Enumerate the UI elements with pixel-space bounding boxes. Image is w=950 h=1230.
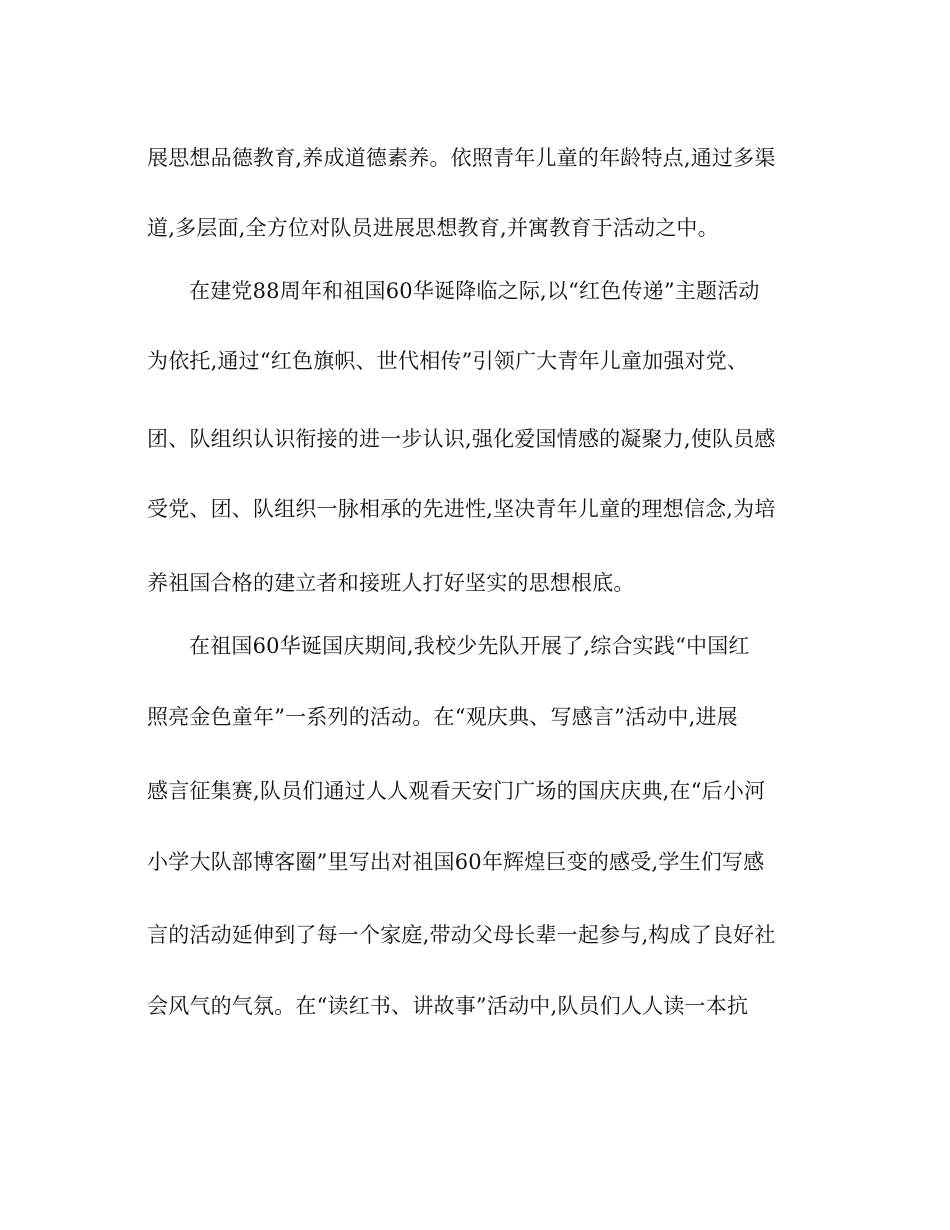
paragraph-first-line: 在祖国60华诞国庆期间,我校少先队开展了,综合实践“中国红 [189,634,750,658]
text-line: 受党、团、队组织一脉相承的先进性,坚决青年儿童的理想信念,为培 [147,497,776,521]
paragraph-first-line: 在建党88周年和祖国60华诞降临之际,以“红色传递”主题活动 [189,279,760,303]
text-line: 感言征集赛,队员们通过人人观看天安门广场的国庆庆典,在“后小河 [147,779,766,803]
text-line: 养祖国合格的建立者和接班人打好坚实的思想根底。 [147,571,635,595]
text-line: 团、队组织认识衔接的进一步认识,强化爱国情感的凝聚力,使队员感 [147,427,776,451]
text-line: 道,多层面,全方位对队员进展思想教育,并寓教育于活动之中。 [147,216,719,240]
text-line: 小学大队部博客圈”里写出对祖国60年辉煌巨变的感受,学生们写感 [147,850,765,874]
text-line: 言的活动延伸到了每一个家庭,带动父母长辈一起参与,构成了良好社 [147,923,776,947]
text-line: 为依托,通过“红色旗帜、世代相传”引领广大青年儿童加强对党、 [147,349,749,373]
text-line: 会风气的气氛。在“读红书、讲故事”活动中,队员们人人读一本抗 [147,994,749,1018]
text-line: 照亮金色童年”一系列的活动。在“观庆典、写感言”活动中,进展 [147,705,738,729]
text-line: 展思想品德教育,养成道德素养。依照青年儿童的年龄特点,通过多渠 [147,146,776,170]
